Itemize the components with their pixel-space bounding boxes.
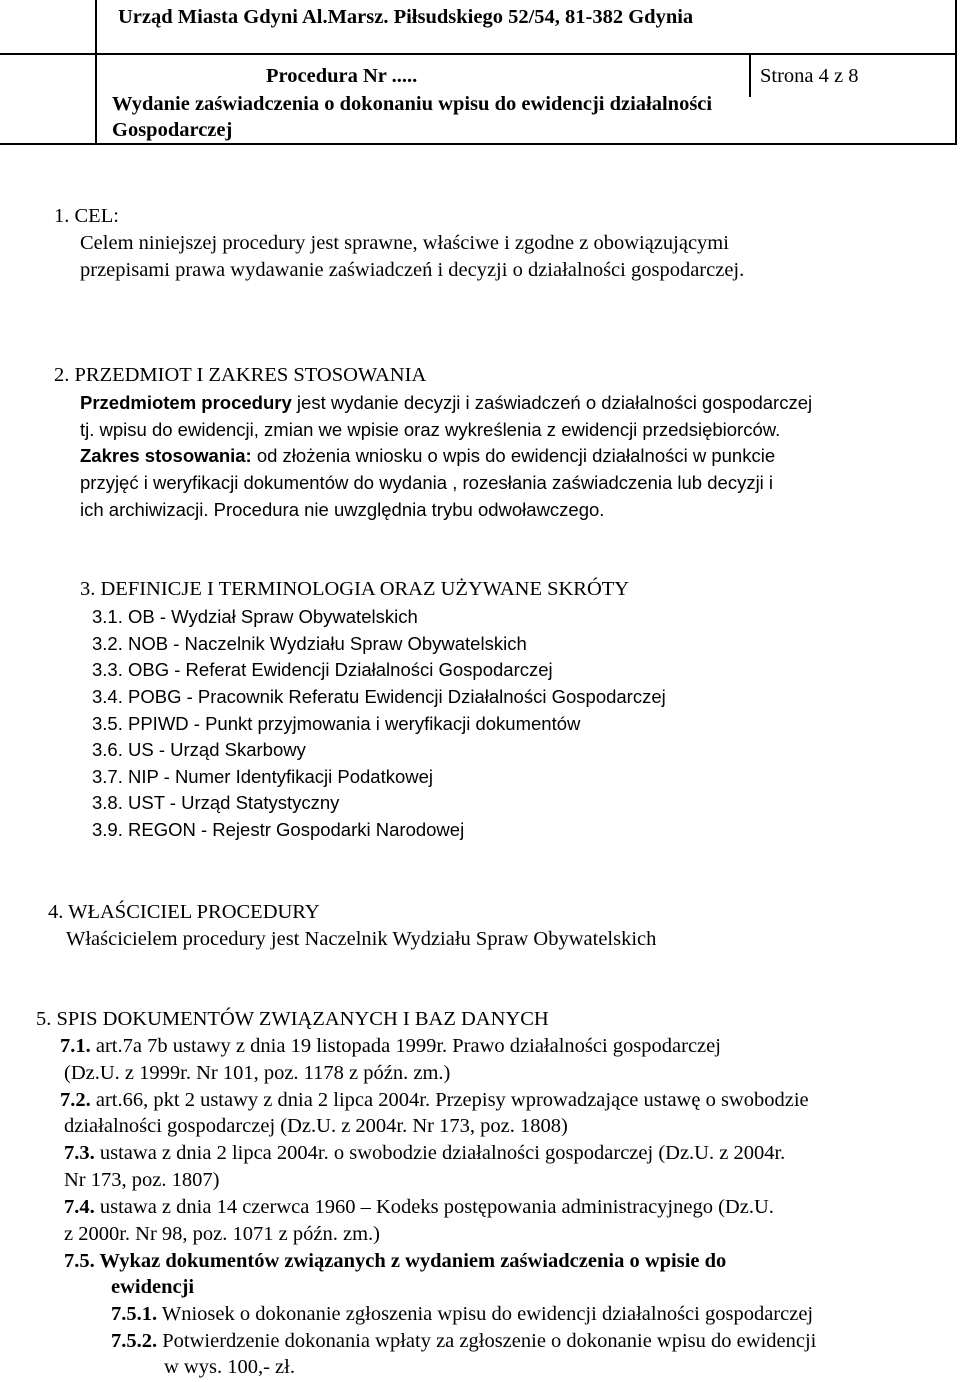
header-divider [95, 0, 97, 145]
document-item-7-5-2-cont: w wys. 100,- zł. [164, 1356, 295, 1378]
header-page-divider [749, 55, 751, 97]
document-item-7-2-cont: działalności gospodarczej (Dz.U. z 2004r. Nr 173, poz. 1808) [64, 1115, 568, 1137]
section-1-line: przepisami prawa wydawanie zaświadczeń i decyzji o działalności gospodarczej. [80, 259, 745, 281]
procedure-title-line2: Gospodarczej [112, 119, 233, 141]
section-4-text: Właścicielem procedury jest Naczelnik Wydziału Spraw Obywatelskich [66, 928, 657, 950]
section-2-scope [80, 443, 775, 469]
definition-item: 3.9. REGON - Rejestr Gospodarki Narodowej [92, 819, 465, 840]
section-3-heading: 3. DEFINICJE I TERMINOLOGIA ORAZ UŻYWANE SKRÓTY [80, 578, 630, 600]
document-item-7-5-2 [111, 1328, 816, 1354]
document-item-7-5-cont: ewidencji [111, 1276, 195, 1298]
section-2-line: przyjęć i weryfikacji dokumentów do wydania , rozesłania zaświadczenia lub decyzji i [80, 472, 774, 493]
item-number: 7.2. [60, 1089, 91, 1111]
document-item-7-4 [64, 1194, 774, 1220]
section-1-heading: 1. CEL: [54, 205, 119, 227]
item-text: art.66, pkt 2 ustawy z dnia 2 lipca 2004r. Przepisy wprowadzające ustawę o swobodzie [90, 1089, 809, 1111]
definition-item: 3.8. UST - Urząd Statystyczny [92, 792, 340, 813]
office-address: Urząd Miasta Gdyni Al.Marsz. Piłsudskiego 52/54, 81-382 Gdynia [118, 6, 694, 28]
item-number: 7.3. [64, 1142, 95, 1164]
section-5-heading: 5. SPIS DOKUMENTÓW ZWIĄZANYCH I BAZ DANYCH [36, 1008, 549, 1030]
section-1-line: Celem niniejszej procedury jest sprawne, właściwe i zgodne z obowiązującymi [80, 232, 729, 254]
subject-text: jest wydanie decyzji i zaświadczeń o działalności gospodarczej [291, 392, 813, 413]
item-number: 7.4. [64, 1196, 95, 1218]
item-number: 7.5.2. [111, 1330, 158, 1352]
item-text: Wniosek o dokonanie zgłoszenia wpisu do ewidencji działalności gospodarczej [157, 1303, 814, 1325]
page-number: Strona 4 z 8 [760, 65, 859, 87]
scope-text: od złożenia wniosku o wpis do ewidencji działalności w punkcie [251, 445, 776, 466]
item-text: Potwierdzenie dokonania wpłaty za zgłoszenie o dokonanie wpisu do ewidencji [157, 1330, 817, 1352]
definition-item: 3.1. OB - Wydział Spraw Obywatelskich [92, 606, 418, 627]
scope-label: Zakres stosowania: [80, 445, 252, 466]
item-text: ustawa z dnia 14 czerwca 1960 – Kodeks postępowania administracyjnego (Dz.U. [94, 1196, 774, 1218]
document-item-7-3 [64, 1140, 785, 1166]
procedure-title-line1: Wydanie zaświadczenia o dokonaniu wpisu do ewidencji działalności [112, 93, 713, 115]
document-item-7-5-1 [111, 1301, 813, 1327]
document-item-7-3-cont: Nr 173, poz. 1807) [64, 1169, 220, 1191]
section-4-heading: 4. WŁAŚCICIEL PROCEDURY [48, 901, 320, 923]
definition-item: 3.6. US - Urząd Skarbowy [92, 739, 306, 760]
definition-item: 3.7. NIP - Numer Identyfikacji Podatkowej [92, 766, 434, 787]
definition-item: 3.2. NOB - Naczelnik Wydziału Spraw Obywatelskich [92, 633, 527, 654]
document-item-7-1-cont: (Dz.U. z 1999r. Nr 101, poz. 1178 z późn. zm.) [64, 1062, 451, 1084]
section-2-line: tj. wpisu do ewidencji, zmian we wpisie oraz wykreślenia z ewidencji przedsiębiorców. [80, 419, 781, 440]
document-item-7-2 [60, 1087, 809, 1113]
section-2-subject [80, 390, 812, 416]
section-2-heading: 2. PRZEDMIOT I ZAKRES STOSOWANIA [54, 364, 427, 386]
procedure-number: Procedura Nr ..... [266, 65, 418, 87]
definition-item: 3.5. PPIWD - Punkt przyjmowania i weryfikacji dokumentów [92, 713, 581, 734]
definition-item: 3.3. OBG - Referat Ewidencji Działalności Gospodarczej [92, 659, 553, 680]
definition-item: 3.4. POBG - Pracownik Referatu Ewidencji Działalności Gospodarczej [92, 686, 666, 707]
document-item-7-5: 7.5. Wykaz dokumentów związanych z wydaniem zaświadczenia o wpisie do [64, 1250, 727, 1272]
item-number: 7.5.1. [111, 1303, 158, 1325]
item-text: art.7a 7b ustawy z dnia 19 listopada 1999r. Prawo działalności gospodarczej [90, 1035, 721, 1057]
document-item-7-4-cont: z 2000r. Nr 98, poz. 1071 z późn. zm.) [64, 1223, 380, 1245]
document-item-7-1 [60, 1033, 721, 1059]
item-text: ustawa z dnia 2 lipca 2004r. o swobodzie działalności gospodarczej (Dz.U. z 2004r. [94, 1142, 786, 1164]
item-number: 7.1. [60, 1035, 91, 1057]
section-2-line: ich archiwizacji. Procedura nie uwzględnia trybu odwoławczego. [80, 499, 605, 520]
subject-label: Przedmiotem procedury [80, 392, 292, 413]
